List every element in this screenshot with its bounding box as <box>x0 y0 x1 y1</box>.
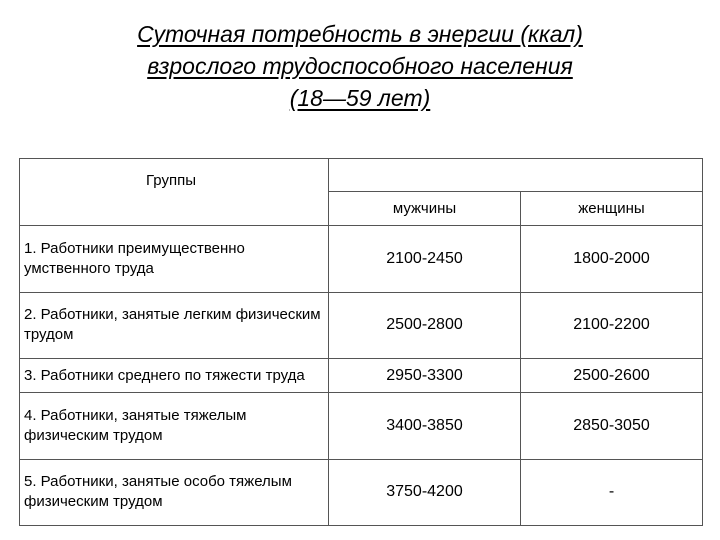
table-row <box>20 292 703 358</box>
women-value: 2100-2200 <box>521 292 703 358</box>
header-spanning-cell <box>329 159 703 192</box>
table-row <box>20 459 703 526</box>
men-value: 2950-3300 <box>329 358 521 392</box>
table-row <box>20 393 703 459</box>
energy-table <box>19 158 703 526</box>
title-line-1: Суточная потребность в энергии (ккал) <box>137 21 583 47</box>
page-title <box>0 18 720 114</box>
men-value: 3400-3850 <box>329 393 521 459</box>
women-value: 1800-2000 <box>521 226 703 292</box>
table-header-row-top <box>20 159 703 192</box>
row-label: 1. Работники преимущественно умственного труда <box>20 226 329 292</box>
women-value: - <box>521 459 703 526</box>
men-value: 2500-2800 <box>329 292 521 358</box>
table-row <box>20 226 703 292</box>
col-women-header: женщины <box>521 192 703 226</box>
col-men-header: мужчины <box>329 192 521 226</box>
men-value: 2100-2450 <box>329 226 521 292</box>
men-value: 3750-4200 <box>329 459 521 526</box>
row-label: 5. Работники, занятые особо тяжелым физическим трудом <box>20 459 329 526</box>
groups-header: Группы <box>146 172 196 189</box>
row-label: 4. Работники, занятые тяжелым физическим трудом <box>20 393 329 459</box>
row-label: 2. Работники, занятые легким физическим трудом <box>20 292 329 358</box>
title-line-2: взрослого трудоспособного населения <box>147 53 573 79</box>
women-value: 2850-3050 <box>521 393 703 459</box>
title-line-3: (18—59 лет) <box>289 85 431 111</box>
row-label: 3. Работники среднего по тяжести труда <box>20 358 329 392</box>
groups-header-cell <box>20 159 329 226</box>
women-value: 2500-2600 <box>521 358 703 392</box>
table-row <box>20 358 703 392</box>
